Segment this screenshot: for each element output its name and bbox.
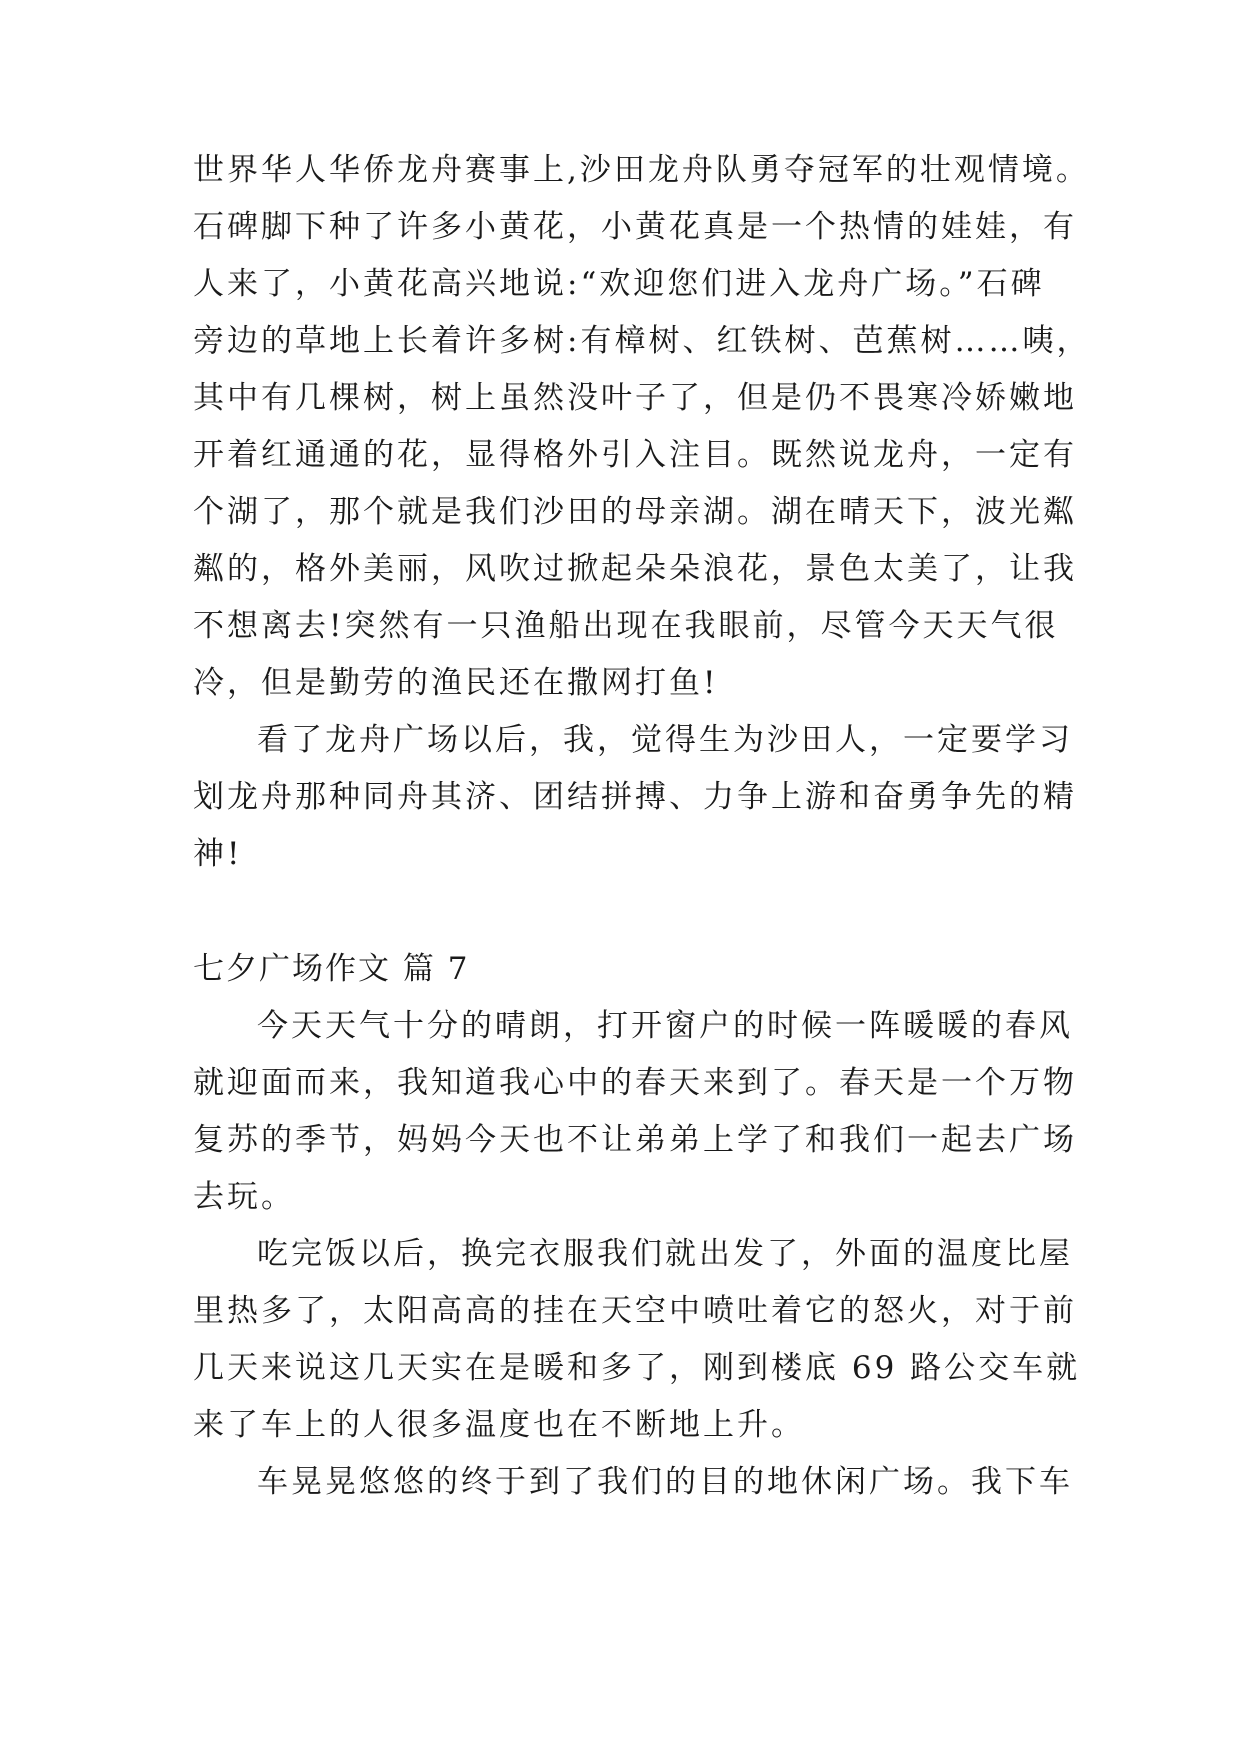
text-line: 石碑脚下种了许多小黄花，小黄花真是一个热情的娃娃，有 xyxy=(193,209,1077,245)
paragraph-first-line: 吃完饭以后，换完衣服我们就出发了，外面的温度比屋 xyxy=(257,1236,1073,1272)
text-line: 几天来说这几天实在是暖和多了，刚到楼底 69 路公交车就 xyxy=(193,1350,1081,1386)
text-line: 个湖了，那个就是我们沙田的母亲湖。湖在晴天下，波光粼 xyxy=(193,494,1077,530)
text-line: 开着红通通的花，显得格外引入注目。既然说龙舟，一定有 xyxy=(193,437,1077,473)
paragraph-first-line: 今天天气十分的晴朗，打开窗户的时候一阵暖暖的春风 xyxy=(257,1008,1073,1044)
text-line: 旁边的草地上长着许多树:有樟树、红铁树、芭蕉树……咦， xyxy=(193,323,1091,359)
text-line: 世界华人华侨龙舟赛事上,沙田龙舟队勇夺冠军的壮观情境。 xyxy=(193,152,1090,188)
text-line: 人来了，小黄花高兴地说:“欢迎您们进入龙舟广场。”石碑 xyxy=(193,266,1045,302)
text-line: 不想离去!突然有一只渔船出现在我眼前，尽管今天天气很 xyxy=(193,608,1059,644)
text-line: 就迎面而来，我知道我心中的春天来到了。春天是一个万物 xyxy=(193,1065,1077,1101)
text-line: 来了车上的人很多温度也在不断地上升。 xyxy=(193,1407,805,1443)
text-line: 复苏的季节，妈妈今天也不让弟弟上学了和我们一起去广场 xyxy=(193,1122,1077,1158)
text-line: 其中有几棵树，树上虽然没叶子了，但是仍不畏寒冷娇嫩地 xyxy=(193,380,1077,416)
text-line: 粼的，格外美丽，风吹过掀起朵朵浪花，景色太美了，让我 xyxy=(193,551,1077,587)
text-line: 神! xyxy=(193,836,243,872)
text-line: 划龙舟那种同舟其济、团结拼搏、力争上游和奋勇争先的精 xyxy=(193,779,1077,815)
section-heading: 七夕广场作文 篇 7 xyxy=(193,951,470,987)
text-line: 冷，但是勤劳的渔民还在撒网打鱼! xyxy=(193,665,719,701)
paragraph-first-line: 车晃晃悠悠的终于到了我们的目的地休闲广场。我下车 xyxy=(257,1464,1073,1500)
text-line: 里热多了，太阳高高的挂在天空中喷吐着它的怒火，对于前 xyxy=(193,1293,1077,1329)
text-line: 去玩。 xyxy=(193,1179,295,1215)
paragraph-first-line: 看了龙舟广场以后，我，觉得生为沙田人，一定要学习 xyxy=(257,722,1073,758)
